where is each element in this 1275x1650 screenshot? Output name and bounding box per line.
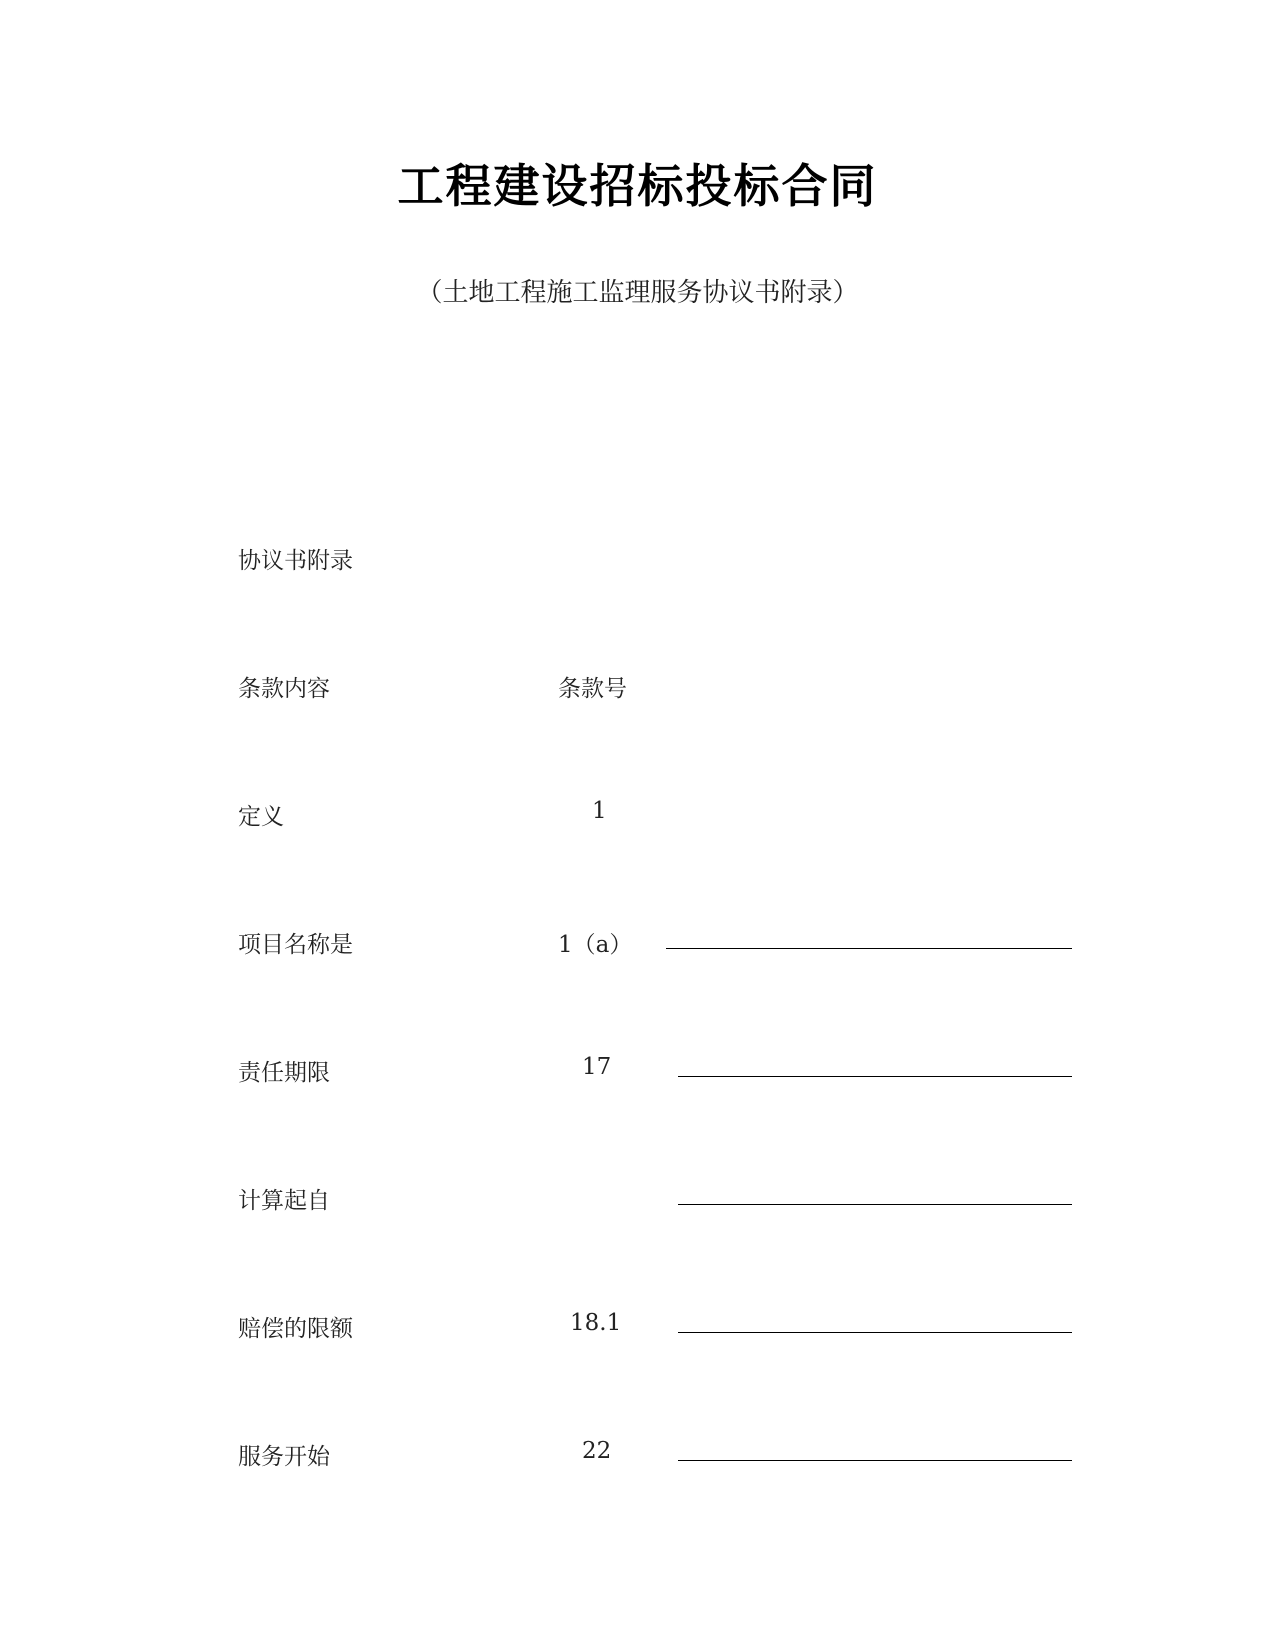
- service-start-blank-line[interactable]: [678, 1460, 1072, 1461]
- document-subtitle: （土地工程施工监理服务协议书附录）: [416, 278, 859, 308]
- document-title: 工程建设招标投标合同: [397, 159, 878, 213]
- clause-content-liability-period: 责任期限: [238, 1060, 330, 1086]
- column-header-content: 条款内容: [238, 676, 330, 702]
- section-heading: 协议书附录: [238, 548, 353, 574]
- clause-number-liability-period: 17: [582, 1054, 612, 1080]
- clause-number-definition: 1: [592, 798, 607, 824]
- liability-period-blank-line[interactable]: [678, 1076, 1072, 1077]
- calculated-from-blank-line[interactable]: [678, 1204, 1072, 1205]
- column-header-number: 条款号: [558, 676, 627, 702]
- clause-content-service-start: 服务开始: [238, 1444, 330, 1470]
- project-name-blank-line[interactable]: [666, 948, 1072, 949]
- clause-number-project-name: 1（a）: [558, 932, 633, 958]
- clause-content-definition: 定义: [238, 804, 284, 830]
- clause-number-service-start: 22: [582, 1438, 612, 1464]
- clause-number-compensation-limit: 18.1: [570, 1310, 622, 1336]
- clause-content-calculated-from: 计算起自: [238, 1188, 330, 1214]
- clause-content-project-name: 项目名称是: [238, 932, 353, 958]
- clause-content-compensation-limit: 赔偿的限额: [238, 1316, 353, 1342]
- compensation-limit-blank-line[interactable]: [678, 1332, 1072, 1333]
